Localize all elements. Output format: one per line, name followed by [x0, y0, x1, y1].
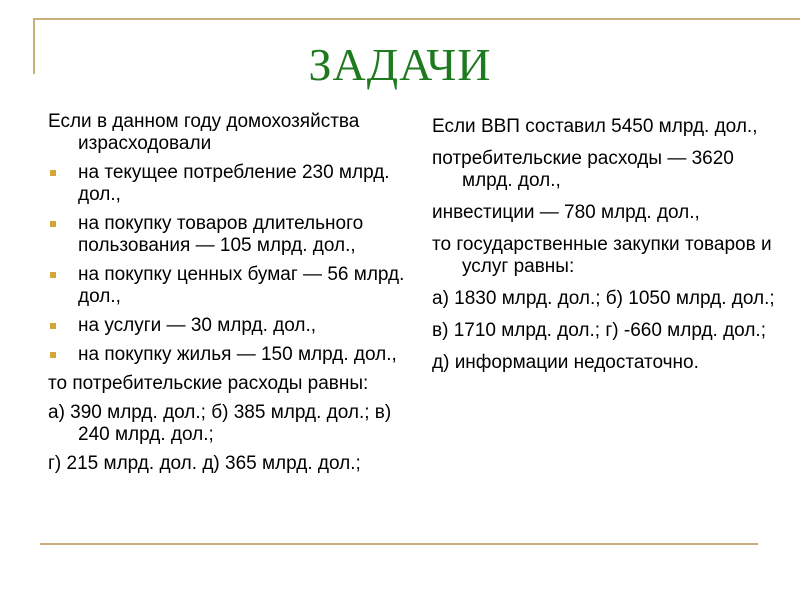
bullet-text: на услуги — 30 млрд. дол., — [78, 315, 317, 336]
bullet-square-icon — [50, 221, 56, 227]
bullet-square-icon — [50, 323, 56, 329]
right-question: то государственные закупки товаров и услуг равны: — [432, 234, 772, 277]
bullet-square-icon — [50, 352, 56, 358]
bullet-item — [48, 344, 408, 366]
bullet-square-icon — [50, 170, 56, 176]
right-answer-d: д) информации недостаточно. — [432, 352, 699, 373]
bullet-text: на покупку товаров длительного пользования — 105 млрд. дол., — [78, 213, 364, 256]
right-column — [432, 116, 782, 384]
left-question: то потребительские расходы равны: — [48, 373, 369, 394]
bullet-square-icon — [50, 272, 56, 278]
left-intro: Если в данном году домохозяйства израсходовали — [48, 111, 360, 154]
bullet-text: на покупку жилья — 150 млрд. дол., — [78, 344, 397, 365]
left-column — [48, 111, 408, 482]
bullet-text: на текущее потребление 230 млрд. дол., — [78, 162, 390, 205]
right-line-gdp: Если ВВП составил 5450 млрд. дол., — [432, 116, 758, 137]
right-line-investment: инвестиции — 780 млрд. дол., — [432, 202, 700, 223]
left-answers-2: г) 215 млрд. дол. д) 365 млрд. дол.; — [48, 453, 361, 474]
slide-title: ЗАДАЧИ — [308, 39, 492, 90]
right-line-consumption: потребительские расходы — 3620 млрд. дол., — [432, 148, 734, 191]
bullet-item — [48, 264, 408, 308]
bullet-text: на покупку ценных бумаг — 56 млрд. дол., — [78, 264, 405, 307]
frame-bottom-line — [40, 543, 758, 545]
bullet-item — [48, 213, 408, 257]
frame-top-line — [33, 18, 800, 20]
right-answers-vg: в) 1710 млрд. дол.; г) -660 млрд. дол.; — [432, 320, 766, 341]
bullet-item — [48, 315, 408, 337]
bullet-item — [48, 162, 408, 206]
right-answers-ab: а) 1830 млрд. дол.; б) 1050 млрд. дол.; — [432, 288, 775, 309]
left-answers-1: а) 390 млрд. дол.; б) 385 млрд. дол.; в) 240 млрд. дол.; — [48, 402, 392, 445]
